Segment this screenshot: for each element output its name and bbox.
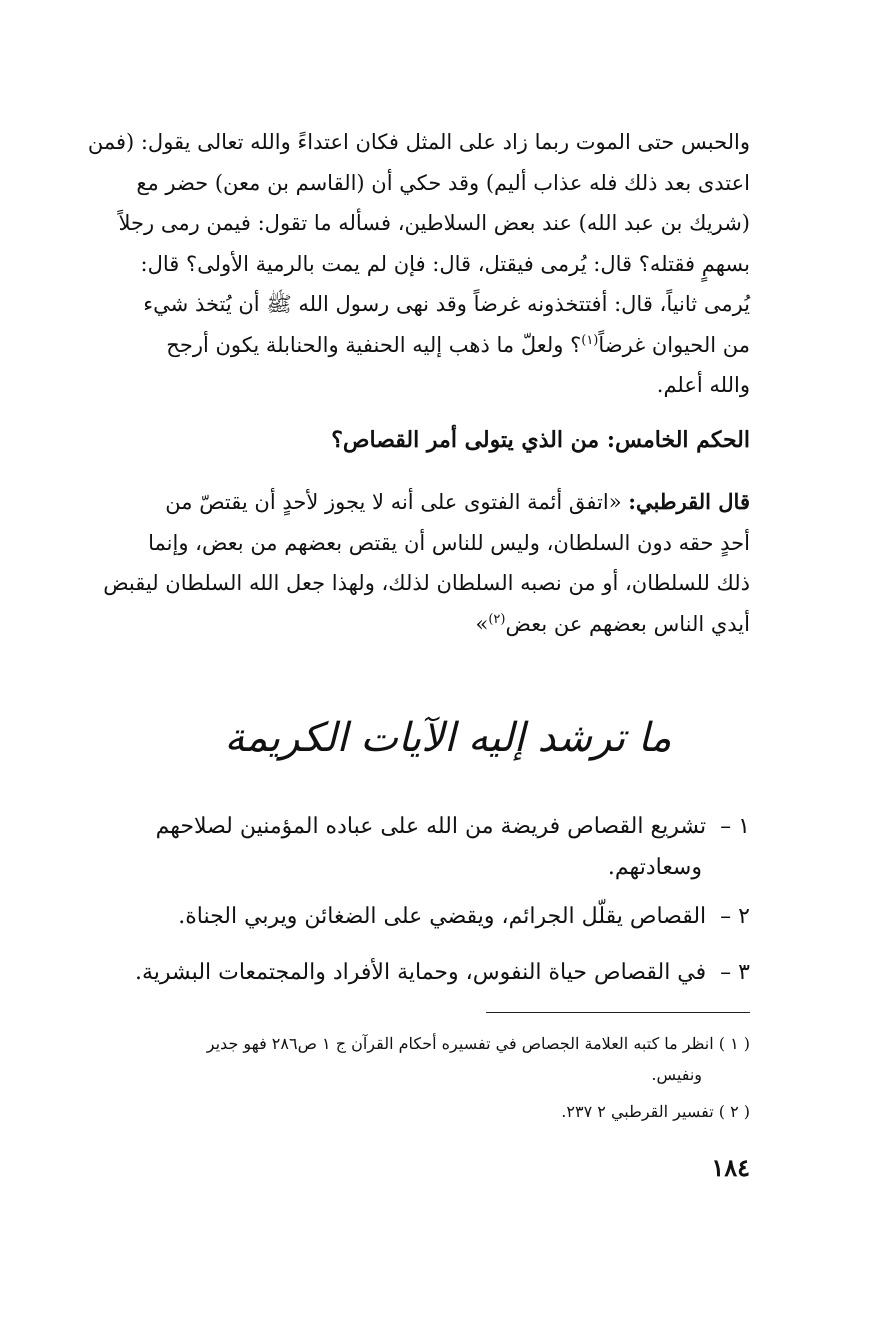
text-line: يُرمى ثانياً، قال: أفتتخذونه غرضاً وقد نهى رسول الله ﷺ أن يُتخذ شيء [143, 292, 750, 316]
text-line [80, 482, 750, 523]
list-text: في القصاص حياة النفوس، وحماية الأفراد والمجتمعات البشرية. [135, 960, 707, 985]
ornamental-heading: ما ترشد إليه الآيات الكريمة [224, 715, 672, 761]
text-line [80, 604, 750, 645]
text-line: اعتدى بعد ذلك فله عذاب أليم) وقد حكي أن (القاسم بن معن) حضر مع [136, 170, 750, 195]
list-text: القصاص يقلّل الجرائم، ويقضي على الضغائن ويربي الجناة. [178, 904, 707, 929]
footnote [80, 1028, 750, 1090]
footnote [80, 1096, 750, 1127]
list-item [80, 952, 750, 993]
list-item [80, 896, 750, 937]
text-line: بسهمٍ فقتله؟ قال: يُرمى فيقتل، قال: فإن لم يمت بالرمية الأولى؟ قال: [140, 251, 750, 276]
text-line: (شريك بن عبد الله) عند بعض السلاطين، فسأله ما تقول: فيمن رمى رجلاً [118, 211, 750, 235]
footnote-line [80, 1028, 750, 1059]
list-item-line [80, 806, 750, 847]
footnote-continuation: ونفيس. [651, 1065, 702, 1084]
footnote-separator [486, 1012, 750, 1013]
page-number: ١٨٤ [711, 1153, 750, 1182]
text-fragment: » [475, 611, 489, 636]
list-number: ١ – [720, 814, 750, 839]
quote-paragraph [80, 482, 750, 644]
text-line: والحبس حتى الموت ربما زاد على المثل فكان اعتداءً والله تعالى يقول: (فمن [87, 130, 750, 154]
footnote-reference[interactable]: (١) [581, 332, 599, 348]
text-fragment: من الحيوان غرضاً [598, 332, 750, 357]
text-fragment: أيدي الناس بعضهم عن بعض [505, 611, 750, 636]
list-text: تشريع القصاص فريضة من الله على عباده المؤمنين لصلاحهم [155, 814, 707, 839]
text-line: ذلك للسلطان، أو من نصبه السلطان لذلك، ولهذا جعل الله السلطان ليقبض [103, 571, 750, 595]
text-fragment: ؟ ولعلّ ما ذهب إليه الحنفية والحنابلة يكون أرجح [166, 332, 582, 357]
list-item [80, 806, 750, 888]
footnote-reference[interactable]: (٢) [488, 611, 506, 627]
list-continuation: وسعادتهم. [607, 855, 702, 880]
footnote-marker: ( ١ ) [718, 1034, 750, 1053]
footnote-text: تفسير القرطبي ٢ ٢٣٧. [561, 1102, 714, 1121]
text-line: أحدٍ حقه دون السلطان، وليس للناس أن يقتص بعضهم من بعض، وإنما [148, 530, 750, 555]
list-number: ٢ – [720, 904, 750, 929]
footnote-text: انظر ما كتبه العلامة الجصاص في تفسيره أحكام القرآن ج ١ ص٢٨٦ فهو جدير [206, 1034, 714, 1053]
text-line [80, 325, 750, 366]
text-line: والله أعلم. [656, 373, 750, 397]
body-paragraph [80, 122, 750, 406]
text-fragment: «اتفق أئمة الفتوى على أنه لا يجوز لأحدٍ أن يقتصّ من [165, 490, 629, 514]
section-heading: الحكم الخامس: من الذي يتولى أمر القصاص؟ [331, 427, 750, 453]
list-number: ٣ – [720, 960, 750, 985]
footnote-marker: ( ٢ ) [718, 1102, 750, 1121]
quote-speaker: قال القرطبي: [628, 489, 750, 514]
